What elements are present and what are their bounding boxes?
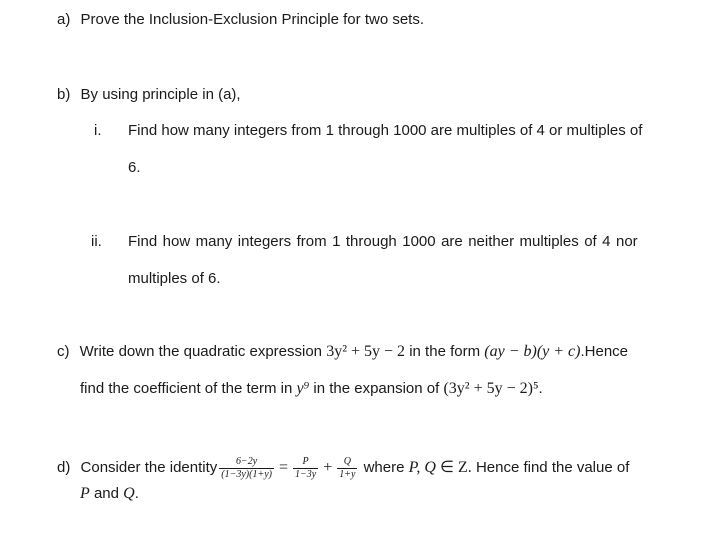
question-b-marker: b) bbox=[57, 86, 71, 103]
question-d-var-p: P bbox=[80, 485, 90, 502]
question-c-text-pre: Write down the quadratic expression bbox=[79, 343, 323, 360]
q-fraction bbox=[337, 456, 357, 481]
question-b-ii-line2: multiples of 6. bbox=[128, 270, 221, 287]
question-b-ii-line1: Find how many integers from 1 through 1000 are neither multiples of 4 nor bbox=[128, 233, 638, 250]
plus-sign: + bbox=[323, 459, 333, 476]
question-d-marker: d) bbox=[57, 459, 71, 476]
question-c-form: (ay − b)(y + c) bbox=[484, 343, 581, 360]
question-b-i-line1: Find how many integers from 1 through 1000 are multiples of 4 or multiples of bbox=[128, 122, 643, 139]
q-numerator: Q bbox=[343, 455, 351, 467]
question-d-var-q: Q bbox=[123, 485, 135, 502]
question-c-text-post: .Hence bbox=[580, 343, 629, 360]
question-b-i-line2: 6. bbox=[128, 159, 141, 176]
question-c-expansion: (3y² + 5y − 2)⁵ bbox=[443, 380, 539, 397]
question-d-line2 bbox=[80, 485, 139, 503]
lhs-numerator: 6−2y bbox=[236, 455, 258, 467]
question-c-line2 bbox=[80, 380, 543, 398]
question-a-marker: a) bbox=[57, 11, 71, 28]
question-c-line1 bbox=[57, 343, 628, 361]
p-numerator: P bbox=[302, 455, 309, 467]
question-d-where: where bbox=[363, 459, 405, 476]
question-d-vars: P, Q bbox=[408, 459, 436, 476]
question-c-term: y⁹ bbox=[296, 380, 310, 397]
question-d-member: ∈ Z. bbox=[440, 459, 472, 476]
question-b-i-marker: i. bbox=[94, 122, 102, 139]
question-b-ii-marker: ii. bbox=[91, 233, 102, 250]
question-a-text: Prove the Inclusion-Exclusion Principle for two sets. bbox=[80, 11, 424, 28]
question-c-marker: c) bbox=[57, 343, 70, 360]
question-b bbox=[57, 86, 241, 104]
lhs-fraction bbox=[219, 456, 274, 481]
equals-sign: = bbox=[278, 459, 288, 476]
question-c-expression: 3y² + 5y − 2 bbox=[326, 343, 406, 360]
question-d-line1 bbox=[57, 450, 629, 486]
question-d-and: and bbox=[93, 485, 119, 502]
q-denominator: 1+y bbox=[339, 468, 356, 480]
question-c-line2-pre: find the coefficient of the term in bbox=[80, 380, 293, 397]
question-a bbox=[57, 11, 424, 29]
question-d-text-pre: Consider the identity bbox=[80, 459, 218, 476]
lhs-denominator: (1−3y)(1+y) bbox=[221, 468, 272, 480]
question-c-line2-mid: in the expansion of bbox=[313, 380, 440, 397]
question-b-text: By using principle in (a), bbox=[80, 86, 241, 103]
p-fraction bbox=[293, 456, 318, 481]
question-c-text-mid: in the form bbox=[409, 343, 481, 360]
p-denominator: 1−3y bbox=[295, 468, 317, 480]
question-c-line2-post: . bbox=[538, 380, 543, 397]
question-d-end: . bbox=[134, 485, 139, 502]
question-d-text-post: Hence find the value of bbox=[475, 459, 630, 476]
